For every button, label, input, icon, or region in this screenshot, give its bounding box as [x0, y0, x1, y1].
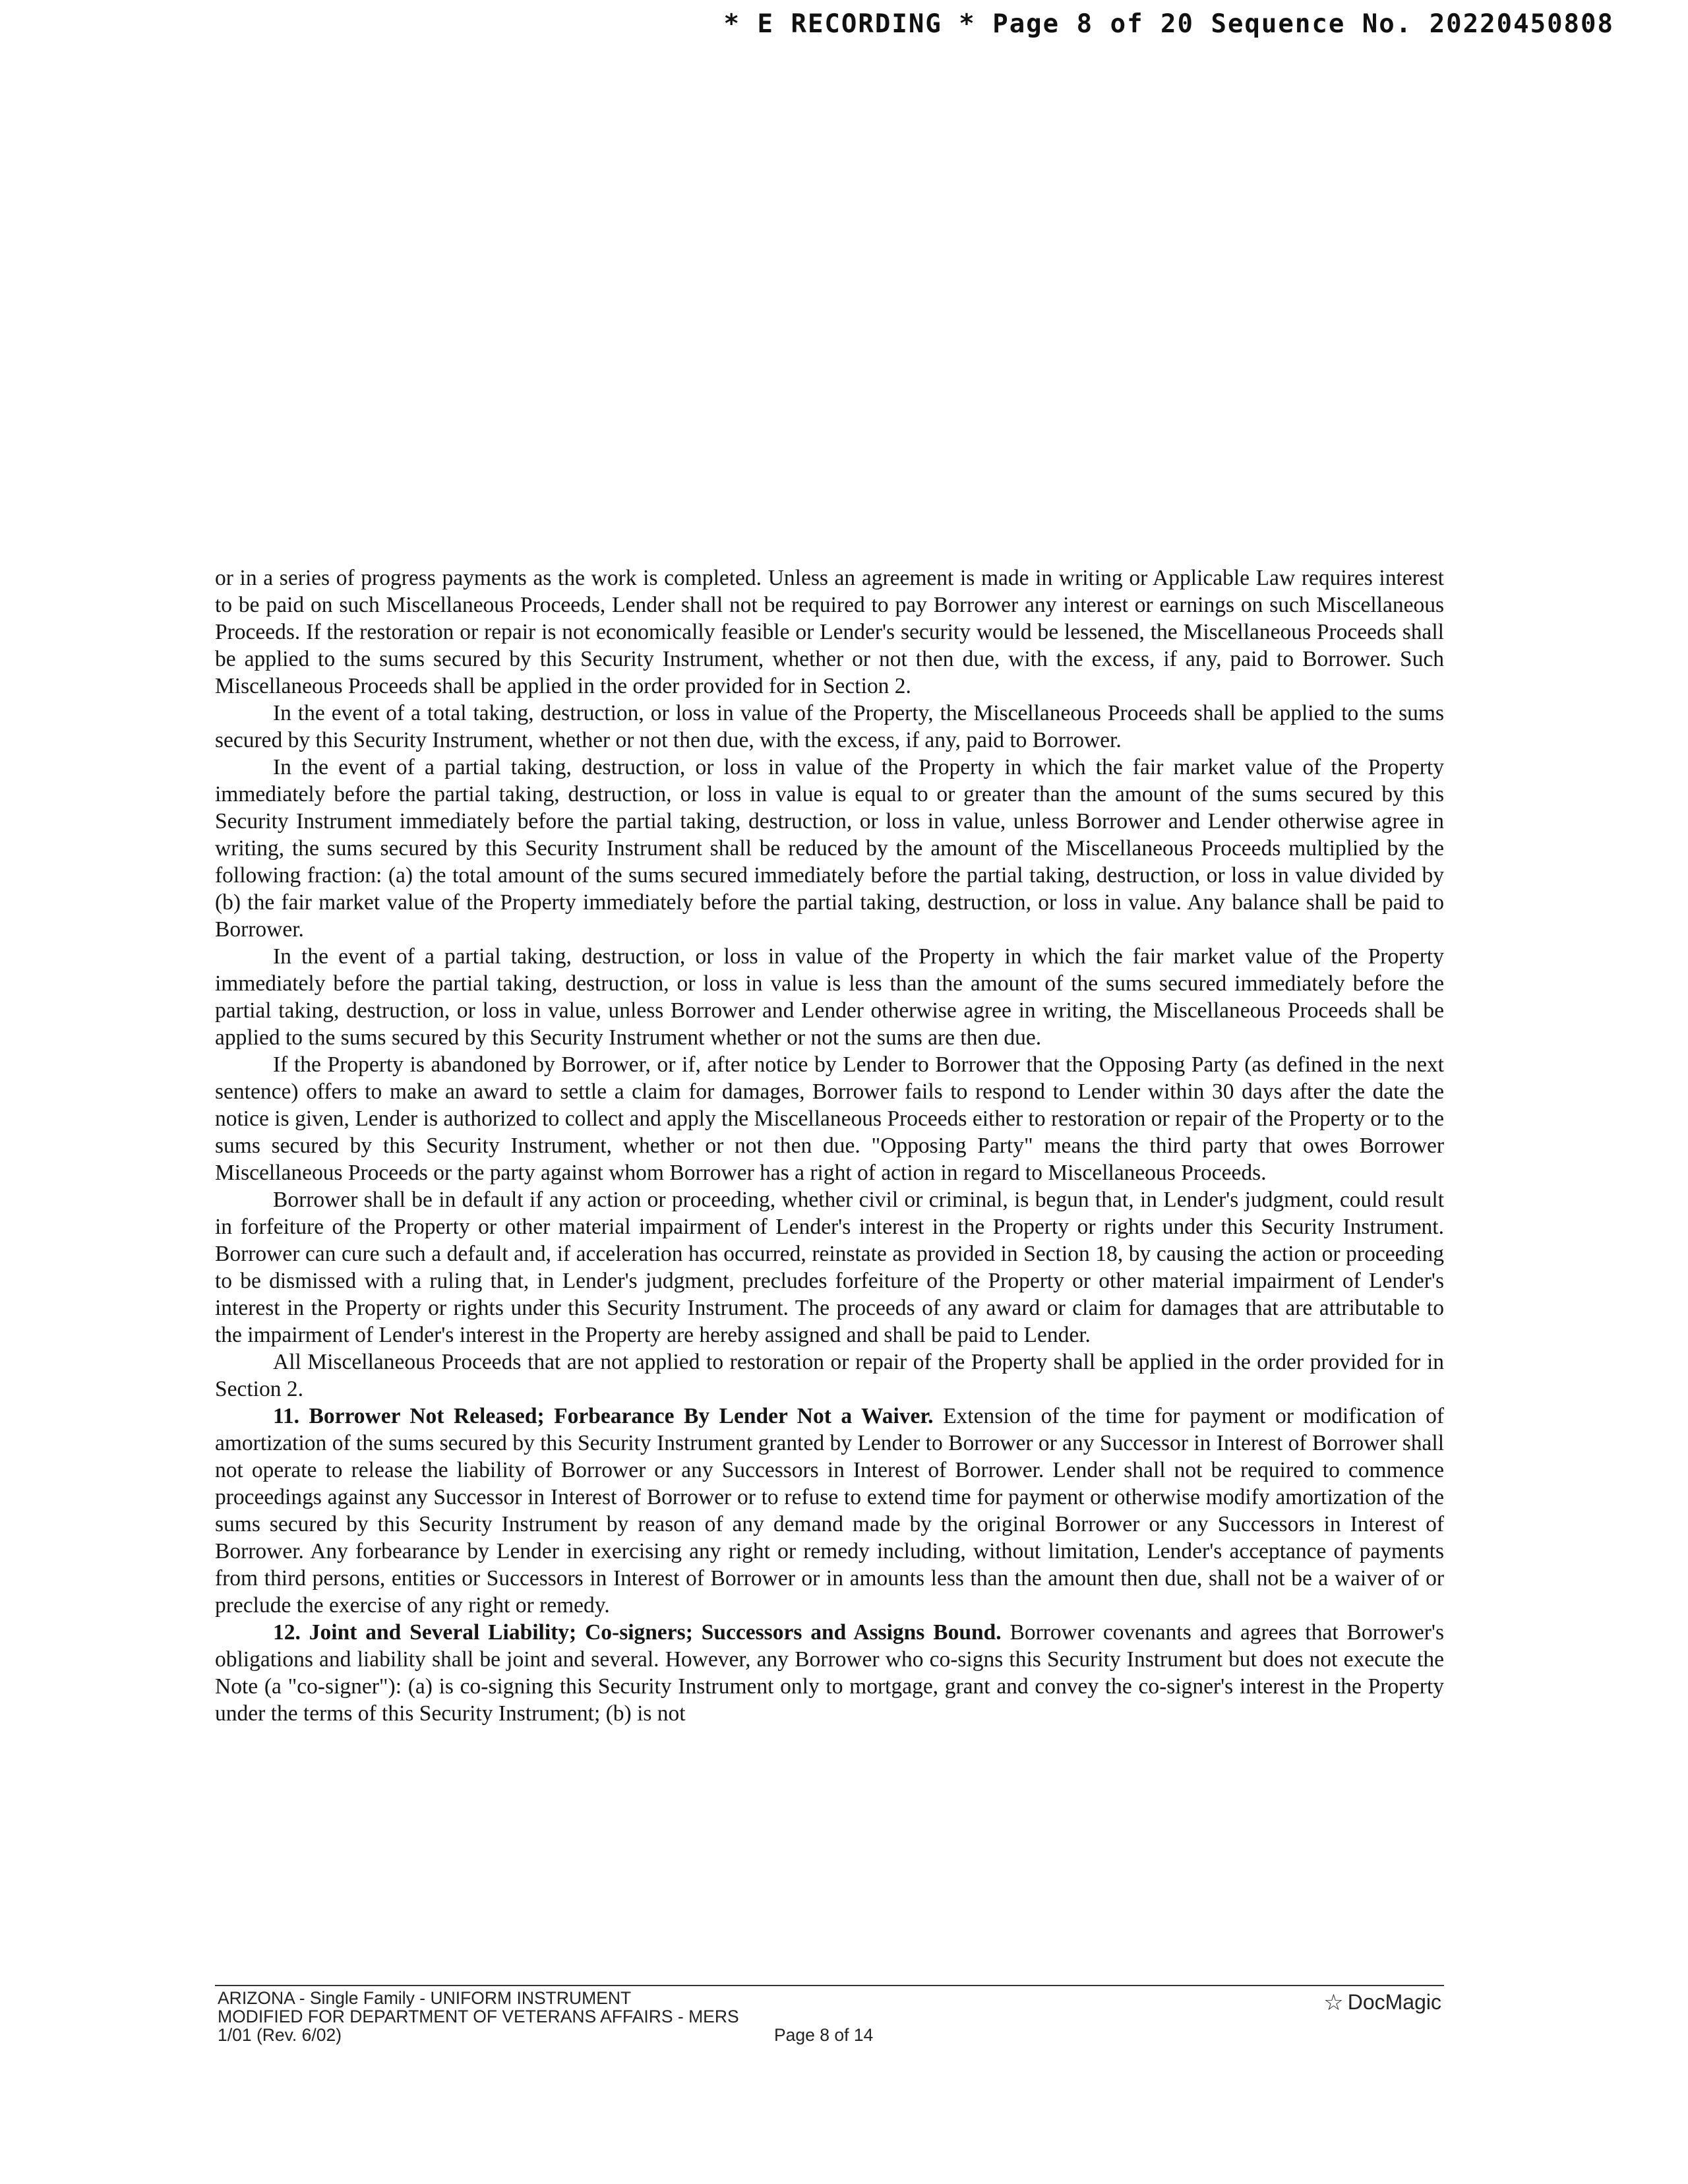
- paragraph-total-taking: In the event of a total taking, destruction, or loss in value of the Property, the Miscellaneous Proceeds shall be applied to the sums secured by this Security Instrument, whether or not then due, with the excess, if any, paid to Borrower.: [215, 701, 1444, 752]
- brand-name: DocMagic: [1347, 1990, 1441, 2014]
- document-body: [215, 564, 1444, 1727]
- recording-header: * E RECORDING * Page 8 of 20 Sequence No. 20220450808: [723, 9, 1614, 39]
- paragraph-partial-taking-less: In the event of a partial taking, destruction, or loss in value of the Property in which the fair market value of the Property immediately before the partial taking, destruction, or loss in value is less than the amount of the sums secured immediately before the partial taking, destruction, or loss in value, unless Borrower and Lender otherwise agree in writing, the Miscellaneous Proceeds shall be applied to the sums secured by this Security Instrument whether or not the sums are then due.: [215, 944, 1444, 1050]
- section-11-text: Extension of the time for payment or modification of amortization of the sums secured by this Security Instrument granted by Lender to Borrower or any Successor in Interest of Borrower shall not operate to release the liability of Borrower or any Successors in Interest of Borrower. Lender shall not be required to commence proceedings against any Successor in Interest of Borrower or to refuse to extend time for payment or otherwise modify amortization of the sums secured by this Security Instrument by reason of any demand made by the original Borrower or any Successors in Interest of Borrower. Any forbearance by Lender in exercising any right or remedy including, without limitation, Lender's acceptance of payments from third persons, entities or Successors in Interest of Borrower or in amounts less than the amount then due, shall not be a waiver of or preclude the exercise of any right or remedy.: [215, 1404, 1445, 1618]
- brand-logo: [1323, 1990, 1441, 2015]
- section-12-heading: 12. Joint and Several Liability; Co-signers; Successors and Assigns Bound.: [273, 1620, 1002, 1645]
- paragraph-partial-taking-greater: In the event of a partial taking, destruction, or loss in value of the Property in which the fair market value of the Property immediately before the partial taking, destruction, or loss in value is equal to or greater than the amount of the sums secured by this Security Instrument immediately before the partial taking, destruction, or loss in value, unless Borrower and Lender otherwise agree in writing, the sums secured by this Security Instrument shall be reduced by the amount of the Miscellaneous Proceeds multiplied by the following fraction: (a) the total amount of the sums secured immediately before the partial taking, destruction, or loss in value divided by (b) the fair market value of the Property immediately before the partial taking, destruction, or loss in value. Any balance shall be paid to Borrower.: [215, 755, 1444, 942]
- footer-page-number: Page 8 of 14: [774, 2025, 874, 2045]
- paragraph-default-action: Borrower shall be in default if any action or proceeding, whether civil or criminal, is begun that, in Lender's judgment, could result in forfeiture of the Property or other material impairment of Lender's interest in the Property or rights under this Security Instrument. Borrower can cure such a default and, if acceleration has occurred, reinstate as provided in Section 18, by causing the action or proceeding to be dismissed with a ruling that, in Lender's judgment, precludes forfeiture of the Property or other material impairment of Lender's interest in the Property or rights under this Security Instrument. The proceeds of any award or claim for damages that are attributable to the impairment of Lender's interest in the Property are hereby assigned and shall be paid to Lender.: [215, 1188, 1444, 1347]
- paragraph-all-proceeds: All Miscellaneous Proceeds that are not applied to restoration or repair of the Property shall be applied in the order provided for in Section 2.: [215, 1350, 1444, 1401]
- footer-form-subtitle: MODIFIED FOR DEPARTMENT OF VETERANS AFFAIRS - MERS: [218, 2007, 739, 2026]
- paragraph-continued: or in a series of progress payments as the work is completed. Unless an agreement is made in writing or Applicable Law requires interest to be paid on such Miscellaneous Proceeds, Lender shall not be required to pay Borrower any interest or earnings on such Miscellaneous Proceeds. If the restoration or repair is not economically feasible or Lender's security would be lessened, the Miscellaneous Proceeds shall be applied to the sums secured by this Security Instrument, whether or not then due, with the excess, if any, paid to Borrower. Such Miscellaneous Proceeds shall be applied in the order provided for in Section 2.: [215, 566, 1444, 698]
- section-12: [215, 1619, 1444, 1727]
- section-12-text: Borrower covenants and agrees that Borrower's obligations and liability shall be joint and several. However, any Borrower who co-signs this Security Instrument but does not execute the Note (a "co-signer"): (a) is co-signing this Security Instrument only to mortgage, grant and convey the co-signer's interest in the Property under the terms of this Security Instrument; (b) is not: [215, 1620, 1445, 1726]
- section-11: [215, 1403, 1444, 1619]
- footer-divider: [215, 1985, 1444, 1986]
- paragraph-abandoned-property: If the Property is abandoned by Borrower, or if, after notice by Lender to Borrower that the Opposing Party (as defined in the next sentence) offers to make an award to settle a claim for damages, Borrower fails to respond to Lender within 30 days after the date the notice is given, Lender is authorized to collect and apply the Miscellaneous Proceeds either to restoration or repair of the Property or to the sums secured by this Security Instrument, whether or not then due. "Opposing Party" means the third party that owes Borrower Miscellaneous Proceeds or the party against whom Borrower has a right of action in regard to Miscellaneous Proceeds.: [215, 1052, 1444, 1185]
- footer: [218, 1989, 1444, 2044]
- section-11-heading: 11. Borrower Not Released; Forbearance By Lender Not a Waiver.: [273, 1404, 934, 1428]
- star-outline-icon: ☆: [1323, 1989, 1344, 2015]
- footer-revision: 1/01 (Rev. 6/02): [218, 2025, 342, 2045]
- footer-form-title: ARIZONA - Single Family - UNIFORM INSTRUMENT: [218, 1988, 632, 2008]
